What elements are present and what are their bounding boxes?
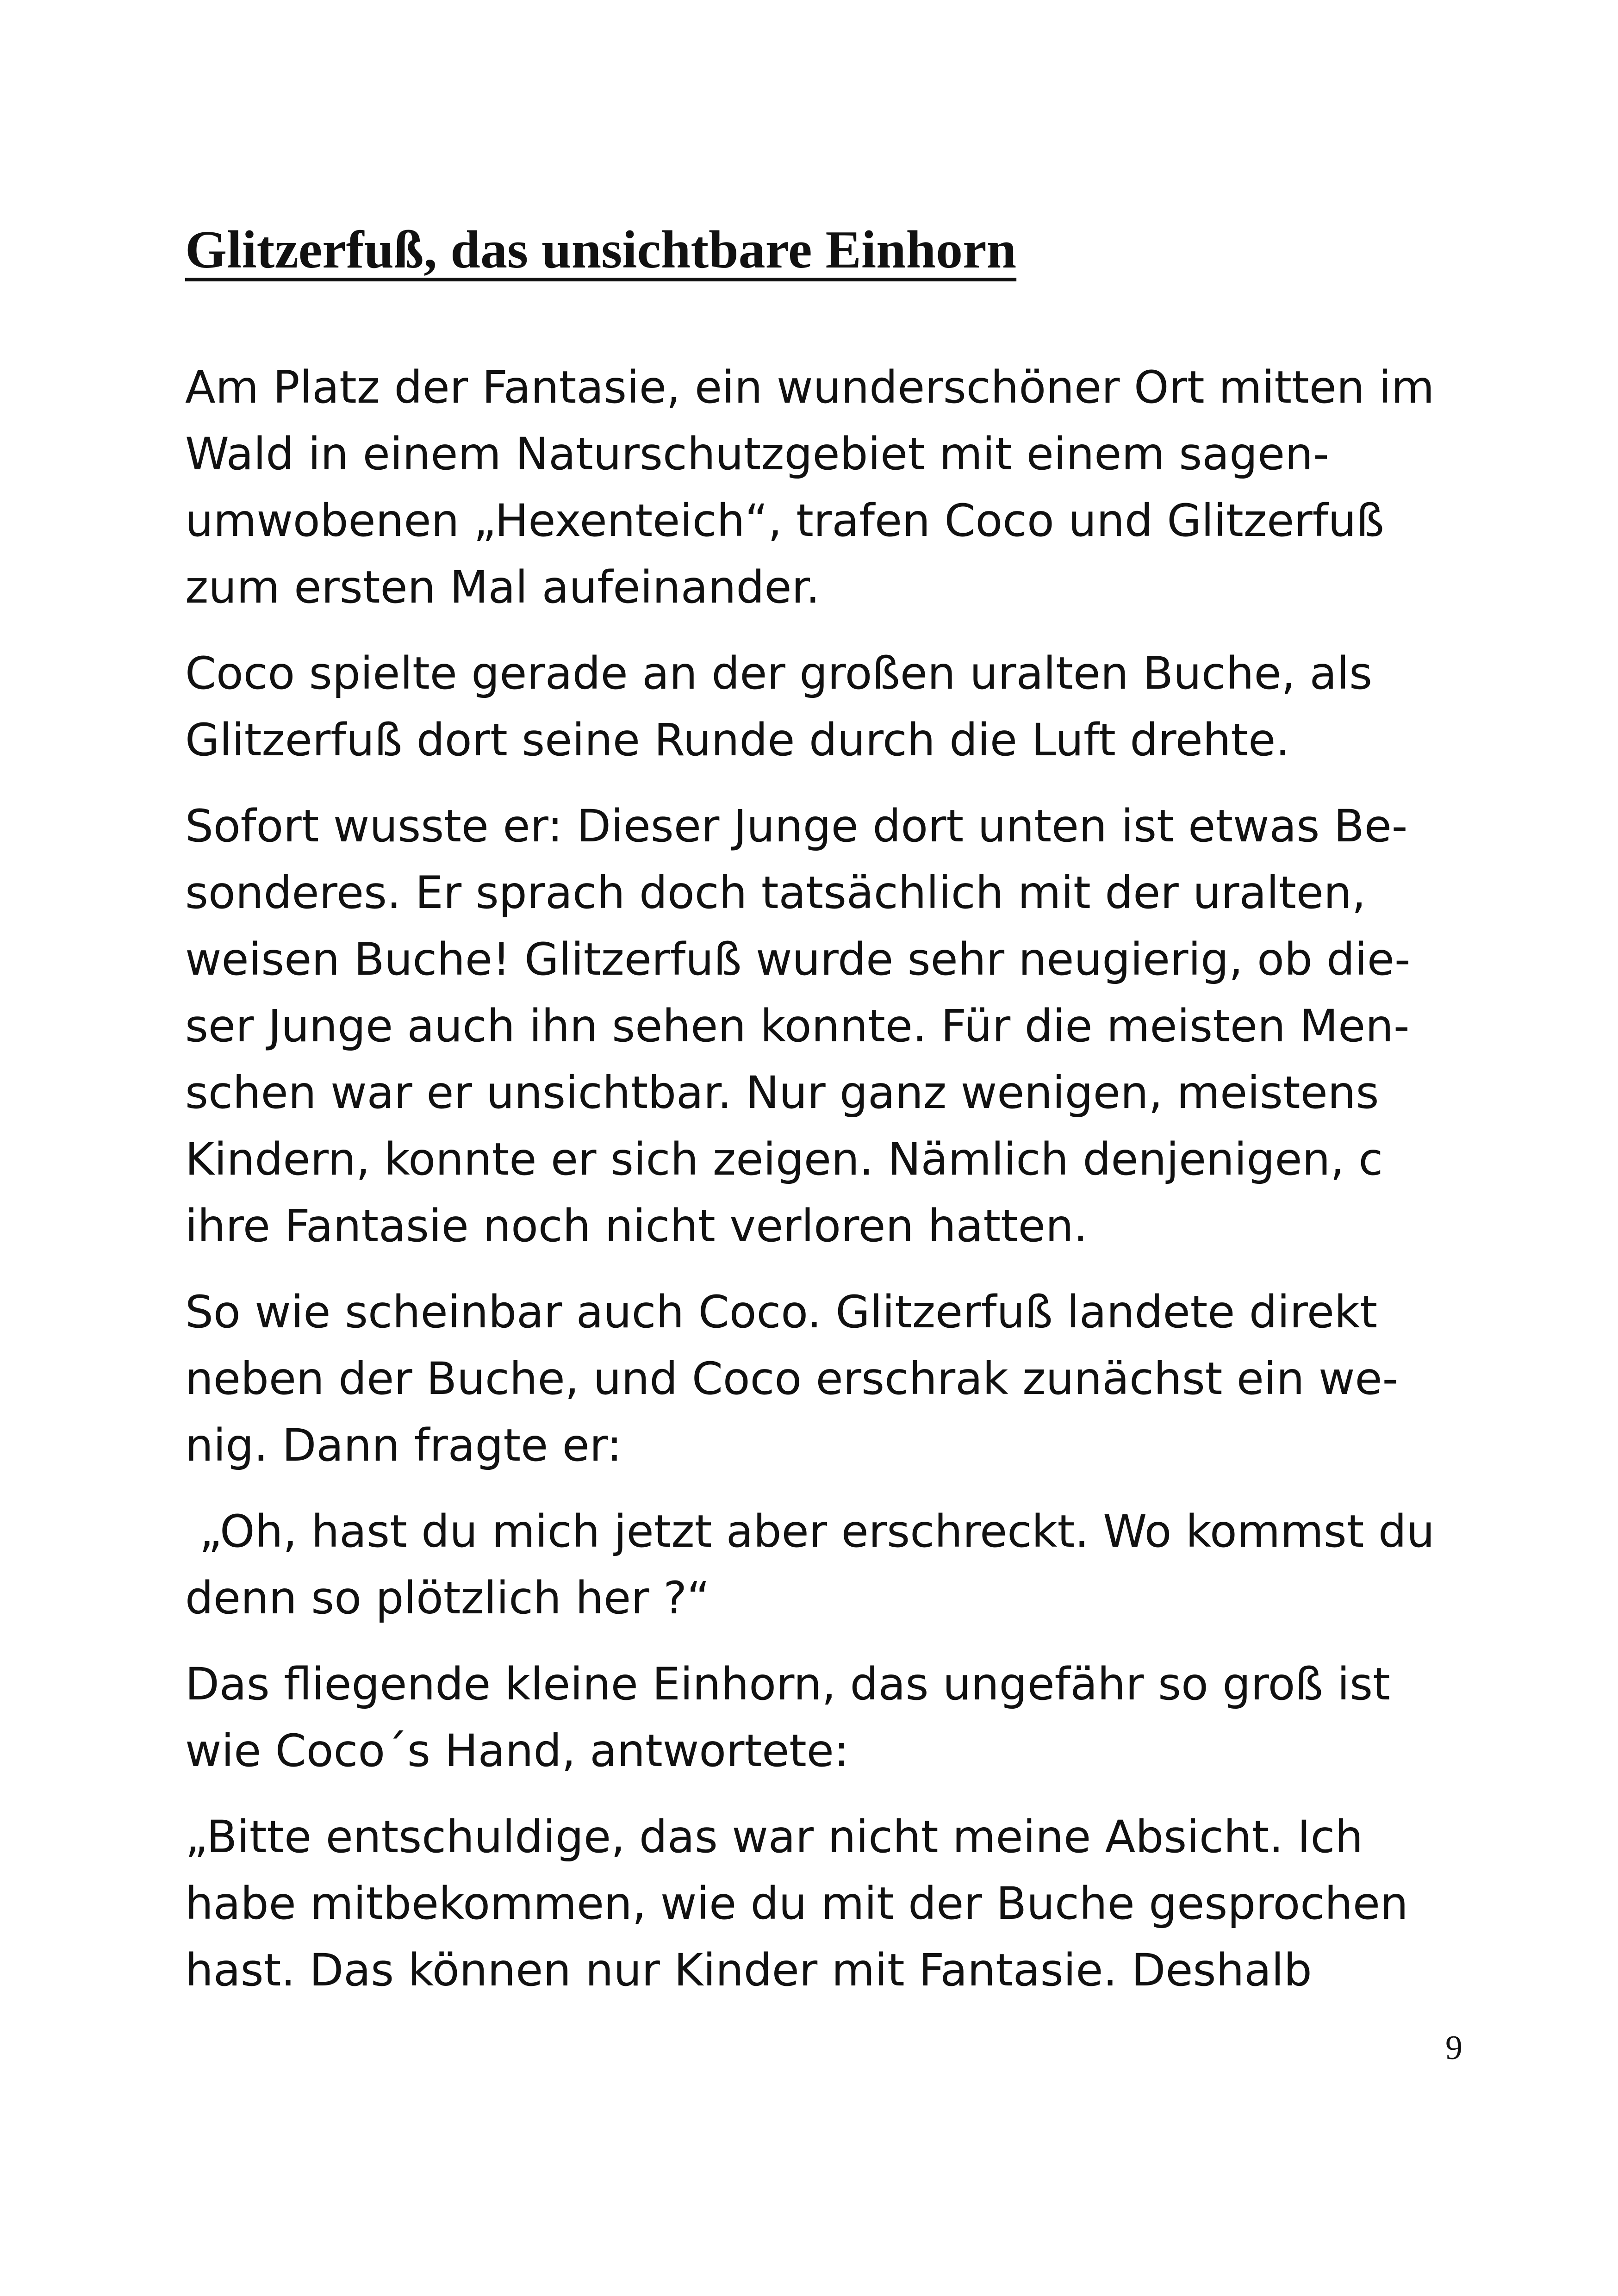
paragraph: So wie scheinbar auch Coco. Glitzerfuß landete direkt neben der Buche, und Coco erschrak zunächst ein wenig. Dann fragte er:: [185, 1286, 1399, 1471]
paragraph: „Oh, hast du mich jetzt aber erschreckt. Wo kommst du denn so plötzlich her ?“: [185, 1506, 1449, 1624]
paragraph: Das fliegende kleine Einhorn, das ungefähr so groß ist wie Coco´s Hand, antwortete:: [185, 1658, 1390, 1777]
paragraph: Sofort wusste er: Dieser Junge dort unten ist etwas Besonderes. Er sprach doch tatsächlich mit der uralten, weisen Buche! Glitzerfuß wurde sehr neugierig, ob dieser Junge auch ihn sehen konnte. Für die meisten Menschen war er unsichtbar. Nur ganz wenigen, meistens Kindern, konnte er sich zeigen. Nämlich denjenigen, c ihre Fantasie noch nicht verloren hatten.: [185, 800, 1411, 1252]
paragraph: Coco spielte gerade an der großen uralten Buche, als Glitzerfuß dort seine Runde durch die Luft drehte.: [185, 647, 1373, 766]
paragraph: Am Platz der Fantasie, ein wunderschöner Ort mitten im Wald in einem Naturschutzgebiet mit einem sagenumwobenen „Hexenteich“, trafen Coco und Glitzerfuß zum ersten Mal aufeinander.: [185, 361, 1435, 613]
story-text: [185, 354, 1449, 2023]
paragraph: „Bitte entschuldige, das war nicht meine Absicht. Ich habe mitbekommen, wie du mit der Buche gesprochen hast. Das können nur Kinder mit Fantasie. Deshalb: [185, 1811, 1408, 1996]
chapter-title: Glitzerfuß, das unsichtbare Einhorn: [185, 220, 1017, 280]
page-number: 9: [1445, 2029, 1462, 2067]
